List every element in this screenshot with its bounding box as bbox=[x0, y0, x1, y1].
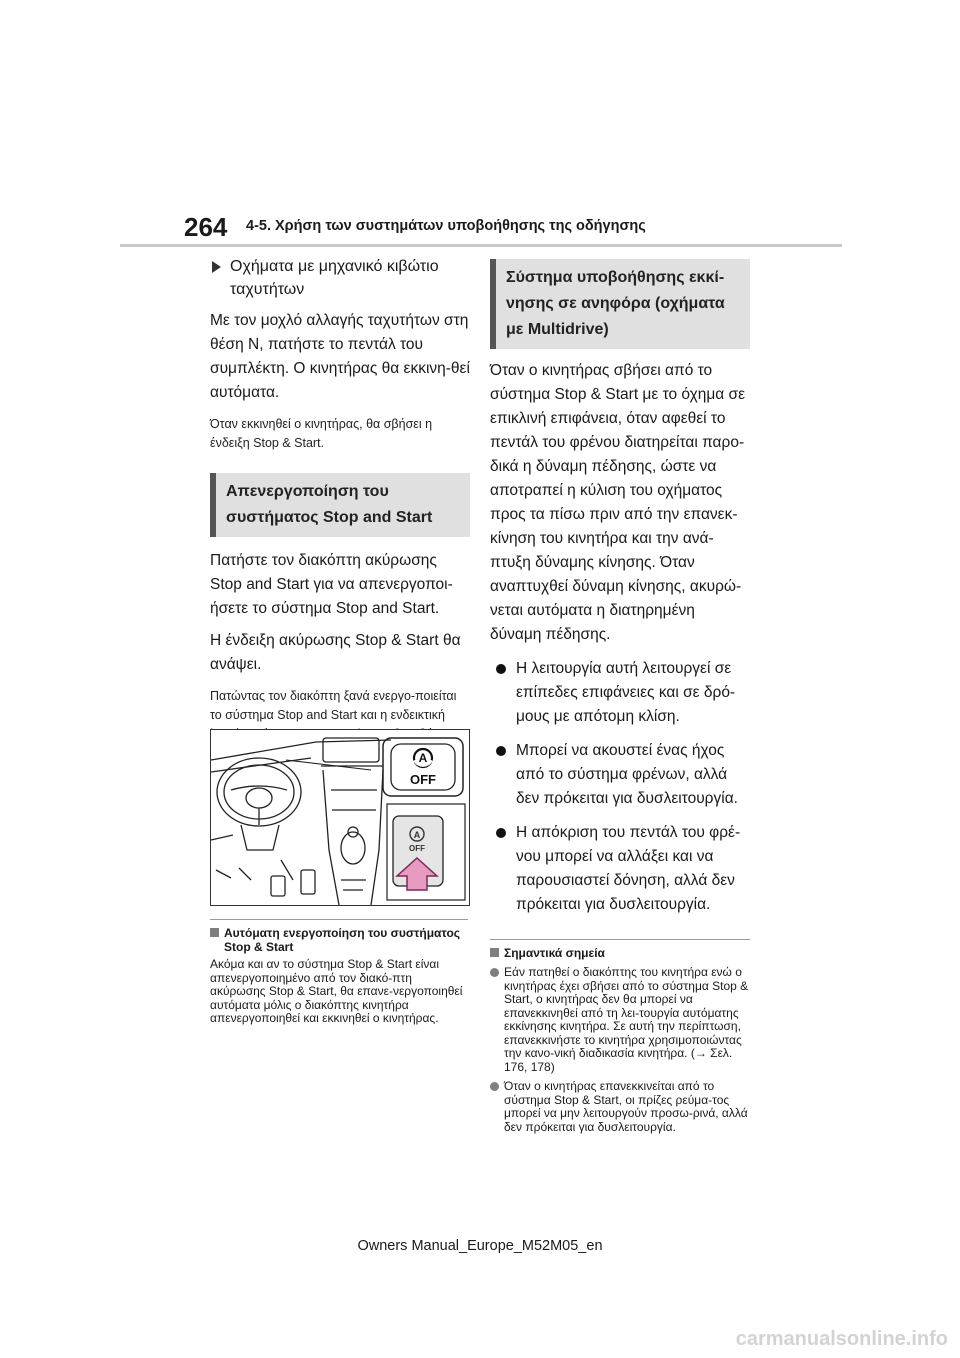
note-rule bbox=[490, 939, 750, 940]
list-item bbox=[490, 657, 750, 729]
square-bullet-icon bbox=[210, 928, 219, 937]
note-item-text: Εάν πατηθεί ο διακόπτης του κινητήρα ενώ ο κινητήρας έχει σβήσει από το σύστημα Stop & Start, ο κινητήρας δεν θα μπορεί να επανεκκινηθεί από τη λει-τουργία αυτόματης εκκίνησης κινητήρα. Σε αυτή την περίπτωση, επανεκκινήστε το κινητήρα χρησιμοποιώντας την κανο-νική διαδικασία κινητήρα. (→ Σελ. 176, 178) bbox=[504, 965, 749, 1074]
list-item bbox=[490, 739, 750, 811]
section-title-deactivate: Απενεργοποίηση του συστήματος Stop and Start bbox=[210, 473, 470, 537]
subhead-text: Οχήματα με μηχανικό κιβώτιο ταχυτήτων bbox=[230, 258, 439, 298]
circle-bullet-icon bbox=[490, 968, 499, 977]
note-head-text: Αυτόματη ενεργοποίηση του συστήματος Stop & Start bbox=[224, 926, 461, 954]
right-column bbox=[490, 255, 750, 1134]
dashboard-illustration bbox=[210, 729, 470, 906]
list-item bbox=[490, 821, 750, 917]
auto-activation-note bbox=[210, 919, 468, 1026]
notes-heading bbox=[490, 946, 750, 960]
off-label: OFF bbox=[410, 772, 436, 787]
indicator-note: Όταν εκκινηθεί ο κινητήρας, θα σβήσει η ένδειξη Stop & Start. bbox=[210, 417, 433, 450]
notes-heading-text: Σημαντικά σημεία bbox=[504, 946, 605, 960]
watermark: carmanualsonline.info bbox=[735, 1328, 948, 1350]
note-item-text: Όταν ο κινητήρας επανεκκινείται από το σύστημα Stop & Start, οι πρίζες ρεύμα-τος μπορεί να μην λειτουργούν προσω-ρινά, αλλά δεν πρόκειται για δυσλειτουργία. bbox=[504, 1079, 748, 1134]
list-item-text: Η λειτουργία αυτή λειτουργεί σε επίπεδες επιφάνειες και σε δρό-μους με απότομη κλίση. bbox=[516, 660, 736, 725]
page-number: 264 bbox=[184, 212, 228, 242]
indicator-paragraph: Η ένδειξη ακύρωσης Stop & Start θα ανάψει. bbox=[210, 632, 461, 673]
reactivate-note: Πατώντας τον διακόπτη ξανά ενεργο-ποιείται το σύστημα Stop and Start και η ενδεικτική bbox=[210, 689, 457, 722]
manual-transmission-subhead bbox=[210, 255, 470, 301]
note-rule bbox=[210, 919, 468, 920]
section-title-hill-start: Σύστημα υποβοήθησης εκκί-νησης σε ανηφόρα (οχήματα με Multidrive) bbox=[490, 259, 750, 349]
off-label-small: OFF bbox=[409, 844, 425, 853]
clutch-paragraph: Με τον μοχλό αλλαγής ταχυτήτων στη θέση Ν, πατήστε το πεντάλ του συμπλέκτη. Ο κινητήρας θα εκκινη-θεί αυτόματα. bbox=[210, 312, 470, 401]
footer-text: Owners Manual_Europe_M52M05_en bbox=[357, 1238, 603, 1254]
left-column bbox=[210, 255, 470, 744]
circle-bullet-icon bbox=[490, 1082, 499, 1091]
square-bullet-icon bbox=[490, 948, 499, 957]
header-rule bbox=[120, 244, 842, 247]
hill-start-paragraph: Όταν ο κινητήρας σβήσει από το σύστημα Stop & Start με το όχημα σε επικλινή επιφάνεια, όταν αφεθεί το πεντάλ του φρένου διατηρείται παρο-δικά η δύναμη πέδησης, ώστε να αποτραπεί η κύλιση του οχήματος προς τα πίσω πριν από την επανεκ-κίνηση του κινητήρα και την ανά-πτυξη δύναμης κίνησης. Όταν αναπτυχθεί δύναμη κίνησης, ακυρώ-νεται αυτόματα η διατηρημένη δύναμη πέδησης. bbox=[490, 362, 746, 643]
list-item-text: Η απόκριση του πεντάλ του φρέ-νου μπορεί να αλλάξει και να παρουσιαστεί δόνηση, αλλά δεν πρόκειται για δυσλειτουργία. bbox=[516, 824, 741, 913]
dashboard-drawing bbox=[211, 730, 469, 905]
note-head bbox=[210, 926, 468, 954]
note-text: Ακόμα και αν το σύστημα Stop & Start είναι απενεργοποιημένο από τον διακό-πτη ακύρωσης Stop & Start, θα επανε-νεργοποιηθεί αυτόματα μόλις ο διακόπτης κινητήρα απενεργοποιηθεί και εκκινηθεί ο κινητήρας. bbox=[210, 957, 463, 1025]
triangle-bullet-icon bbox=[212, 261, 221, 273]
note-item bbox=[490, 1080, 750, 1134]
bullet-dot-icon bbox=[496, 828, 506, 838]
svg-text:A: A bbox=[413, 830, 421, 840]
chapter-title: 4-5. Χρήση των συστημάτων υποβοήθησης της οδήγησης bbox=[246, 218, 646, 234]
list-item-text: Μπορεί να ακουστεί ένας ήχος από το σύστημα φρένων, αλλά δεν πρόκειται για δυσλειτουργία. bbox=[516, 742, 738, 807]
bullet-dot-icon bbox=[496, 664, 506, 674]
deactivate-paragraph: Πατήστε τον διακόπτη ακύρωσης Stop and Start για να απενεργοποι-ήσετε το σύστημα Stop and Start. bbox=[210, 552, 453, 617]
note-item bbox=[490, 966, 750, 1074]
bullet-dot-icon bbox=[496, 746, 506, 756]
svg-text:A: A bbox=[418, 751, 428, 765]
